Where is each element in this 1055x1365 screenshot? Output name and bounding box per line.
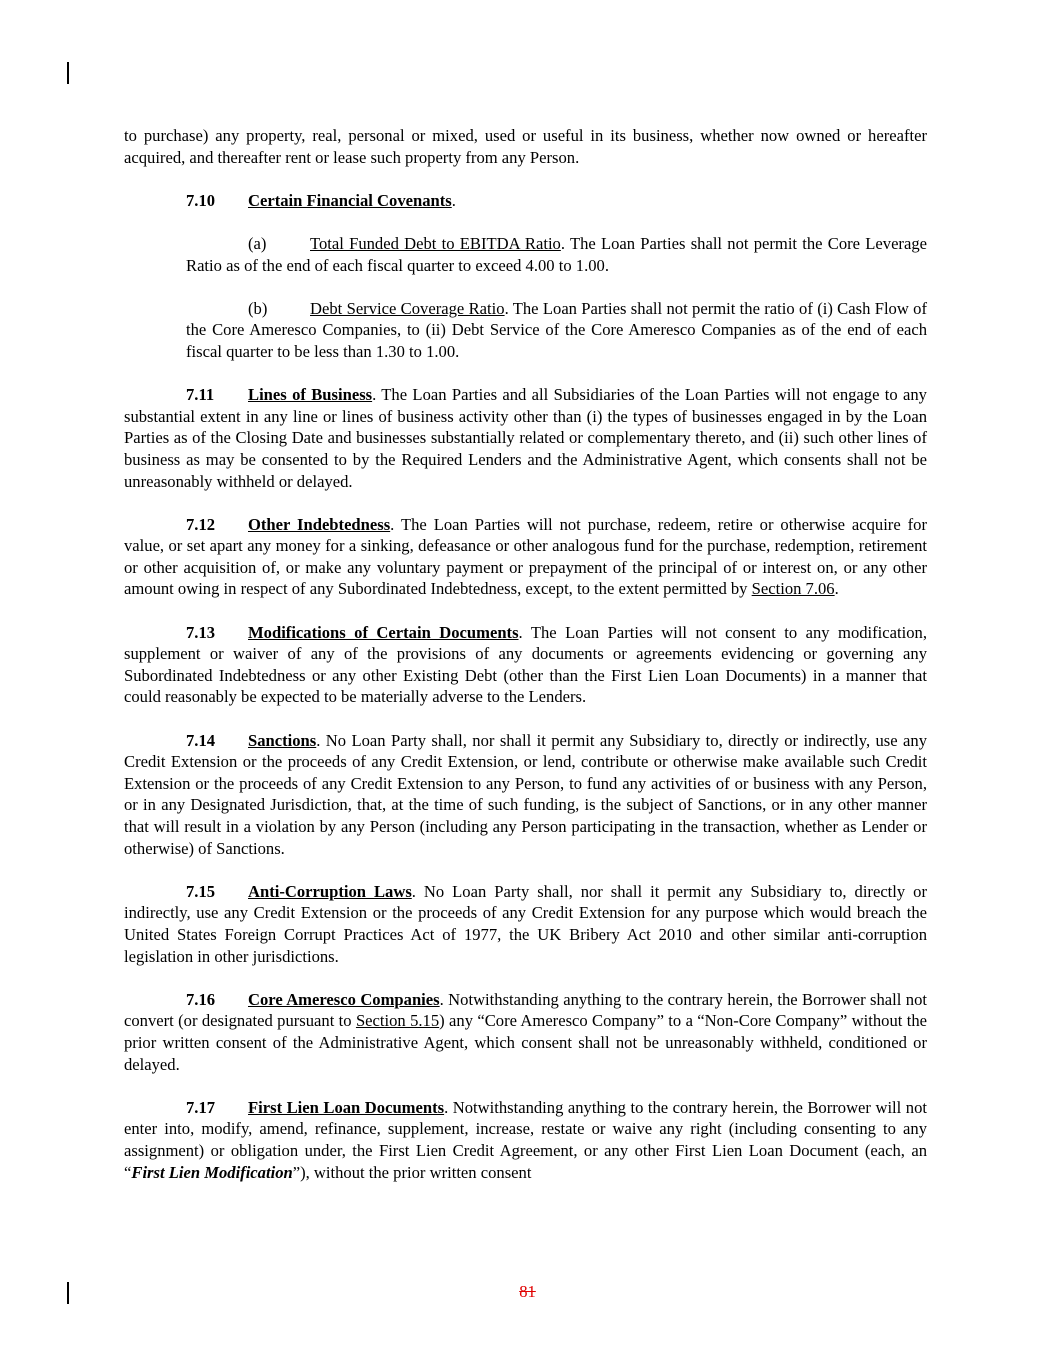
section-number: 7.11	[186, 385, 215, 405]
section-title: Lines of Business	[248, 385, 373, 405]
document-page	[124, 125, 927, 1205]
page-number: 81	[519, 1282, 536, 1301]
cross-reference-link[interactable]: Section 5.15	[355, 1011, 440, 1031]
section-text: . The Loan Parties will not purchase, redeem, retire or otherwise acquire for value, or set apart any money for a sinking, defeasance or other analogous fund for the purchase, redemption, retirement or other acquisition of, or make any voluntary payment or prepayment of the principal of or interest on, or any other amount owing in respect of any Subordinated Indebtedness, except, to the extent permitted by	[124, 514, 927, 599]
subsection-label: (b)	[248, 298, 268, 318]
section-title: Modifications of Certain Documents	[248, 622, 519, 642]
section-7-15	[124, 881, 927, 967]
section-title: Sanctions	[248, 730, 317, 750]
section-number: 7.12	[186, 514, 216, 534]
section-number: 7.13	[186, 622, 216, 642]
section-title: Other Indebtedness	[248, 514, 391, 534]
section-text: . No Loan Party shall, nor shall it permit any Subsidiary to, directly or indirectly, use any Credit Extension or the proceeds of any Credit Extension for any purpose which would breach the United States Foreign Corrupt Practices Act of 1977, the UK Bribery Act 2010 and other similar anti-corruption legislation in other jurisdictions.	[124, 881, 928, 966]
section-text: . Notwithstanding anything to the contrary herein, the Borrower will not enter into, modify, amend, refinance, supplement, increase, restate or waive any right (including consenting to any assignment) or obligation under, the First Lien Credit Agreement, or any other First Lien Loan Document (each, an “	[124, 1097, 927, 1182]
section-7-13	[124, 622, 927, 708]
subsection-text: . The Loan Parties shall not permit the Core Leverage Ratio as of the end of each fiscal quarter to exceed 4.00 to 1.00.	[186, 233, 927, 275]
defined-term: First Lien Modification	[131, 1162, 293, 1182]
section-title: First Lien Loan Documents	[248, 1097, 445, 1117]
section-7-12	[124, 514, 927, 600]
section-title: Core Ameresco Companies	[248, 989, 440, 1009]
section-7-14	[124, 730, 927, 860]
section-number: 7.17	[186, 1097, 216, 1117]
section-number: 7.15	[186, 881, 216, 901]
section-7-16	[124, 989, 927, 1075]
section-text: . The Loan Parties and all Subsidiaries of the Loan Parties will not engage to any substantial extent in any line or lines of business activity other than (i) the types of businesses engaged in by the Loan Parties as of the Closing Date and businesses substantially related or complementary thereto, and (ii) such other lines of business as may be consented to by the Required Lenders and the Administrative Agent, which consents shall not be unreasonably withheld or delayed.	[124, 385, 927, 491]
section-text-end: ”), without the prior written consent	[292, 1162, 532, 1182]
subsection-7-10-a	[186, 233, 927, 276]
section-number: 7.14	[186, 730, 216, 750]
subsection-title: Total Funded Debt to EBITDA Ratio	[310, 233, 561, 253]
punctuation: .	[451, 190, 456, 210]
subsection-title: Debt Service Coverage Ratio	[310, 298, 505, 318]
subsection-label: (a)	[248, 233, 267, 253]
section-number: 7.10	[186, 190, 216, 210]
change-bar-top	[67, 62, 69, 84]
subsection-7-10-b	[186, 298, 927, 363]
cross-reference-link[interactable]: Section 7.06	[751, 579, 835, 599]
section-text-end: ) any “Core Ameresco Company” to a “Non-Core Company” without the prior written consent of the Administrative Agent, which consent shall not be unreasonably withheld, conditioned or delayed.	[124, 1011, 927, 1074]
subsection-text: . The Loan Parties shall not permit the ratio of (i) Cash Flow of the Core Ameresco Companies, to (ii) Debt Service of the Core Ameresco Companies as of the end of each fiscal quarter to be less than 1.30 to 1.00.	[186, 298, 927, 361]
section-7-17	[124, 1097, 927, 1183]
section-text: . Notwithstanding anything to the contrary herein, the Borrower shall not convert (or designated pursuant to	[124, 989, 927, 1031]
section-text: . The Loan Parties will not consent to any modification, supplement or waiver of any of the provisions of any documents or agreements evidencing or governing any Subordinated Indebtedness or any other Existing Debt (other than the First Lien Loan Documents) in a manner that could reasonably be expected to be materially adverse to the Lenders.	[124, 622, 927, 707]
section-text: . No Loan Party shall, nor shall it permit any Subsidiary to, directly or indirectly, use any Credit Extension or the proceeds of any Credit Extension, or lend, contribute or otherwise make available such Credit Extension or the proceeds of any Credit Extension to any Person, to fund any activities of or business with any Person, or in any Designated Jurisdiction, that, at the time of such funding, is the subject of Sanctions, or in any other manner that will result in a violation by any Person (including any Person participating in the transaction, whether as Lender or otherwise) of Sanctions.	[124, 730, 927, 858]
section-7-10-heading	[186, 190, 927, 212]
intro-paragraph: to purchase) any property, real, personal or mixed, used or useful in its business, whether now owned or hereafter acquired, and thereafter rent or lease such property from any Person.	[124, 126, 927, 167]
section-number: 7.16	[186, 989, 216, 1009]
section-title: Certain Financial Covenants	[248, 190, 452, 210]
section-text-end: .	[834, 579, 839, 599]
section-7-11	[124, 384, 927, 492]
section-title: Anti-Corruption Laws	[248, 881, 412, 901]
